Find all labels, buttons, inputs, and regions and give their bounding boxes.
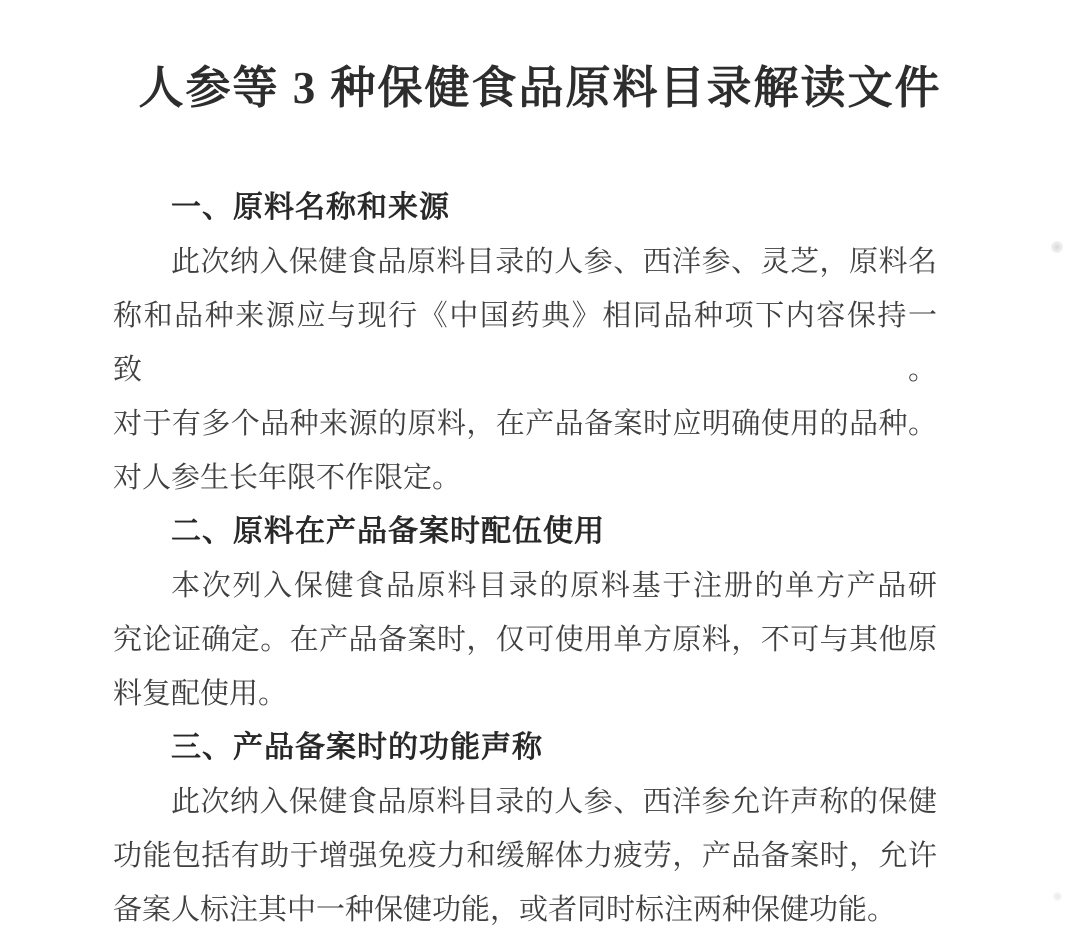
scan-artifact-smudge xyxy=(1053,892,1062,901)
body-text-line: 此次纳入保健食品原料目录的人参、西洋参允许声称的保健 xyxy=(171,786,937,818)
document-section-2 xyxy=(113,505,937,721)
body-text-line: 功能包括有助于增强免疫力和缓解体力疲劳，产品备案时，允许 xyxy=(113,840,937,872)
document-section-1 xyxy=(113,181,937,505)
document-body xyxy=(113,181,937,937)
body-text-line: 对于有多个品种来源的原料，在产品备案时应明确使用的品种。 xyxy=(113,408,937,440)
body-text-line: 备案人标注其中一种保健功能，或者同时标注两种保健功能。 xyxy=(113,894,897,926)
scan-artifact-smudge xyxy=(1051,241,1063,253)
body-text-line: 料复配使用。 xyxy=(113,678,288,710)
document-section-3 xyxy=(113,721,937,937)
body-text-line: 究论证确定。在产品备案时，仅可使用单方原料，不可与其他原 xyxy=(113,624,937,656)
document-title: 人参等 3 种保健食品原料目录解读文件 xyxy=(138,63,942,113)
body-text-line: 此次纳入保健食品原料目录的人参、西洋参、灵芝，原料名 xyxy=(171,246,937,278)
body-text-line: 对人参生长年限不作限定。 xyxy=(113,462,462,494)
section-heading: 三、产品备案时的功能声称 xyxy=(171,731,543,764)
section-heading: 一、原料名称和来源 xyxy=(171,191,450,224)
section-heading: 二、原料在产品备案时配伍使用 xyxy=(171,515,605,548)
body-text-line: 本次列入保健食品原料目录的原料基于注册的单方产品研 xyxy=(171,570,937,602)
body-text-line: 称和品种来源应与现行《中国药典》相同品种项下内容保持一致。 xyxy=(113,300,937,386)
